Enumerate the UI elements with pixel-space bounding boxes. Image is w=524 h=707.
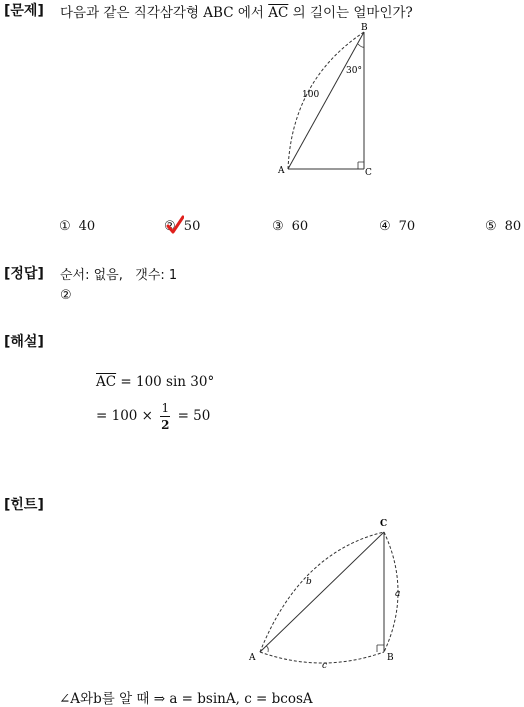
problem-tag: [문제] xyxy=(4,3,44,19)
hint-vertex-c-label: C xyxy=(380,519,388,529)
choice-3-value: 60 xyxy=(291,219,309,234)
explanation-line2-pre: = 100 × xyxy=(96,408,153,424)
answer-line1: 순서: 없음, 갯수: 1 xyxy=(60,268,178,283)
fraction xyxy=(160,402,170,431)
vertex-a-label: A xyxy=(278,166,285,176)
choice-3-number: ③ xyxy=(272,219,284,234)
choice-2-value: 50 xyxy=(183,219,201,234)
explanation-line2 xyxy=(96,402,210,431)
explanation-line1-rest: = 100 sin 30° xyxy=(120,374,215,390)
explanation-tag: [해설] xyxy=(4,334,44,350)
problem-text-prefix: 다음과 같은 직각삼각형 ABC 에서 xyxy=(60,5,264,21)
hint-triangle-figure xyxy=(240,512,410,672)
choice-1[interactable] xyxy=(59,219,95,234)
choice-3[interactable] xyxy=(272,219,308,234)
triangle-figure xyxy=(270,20,390,185)
choice-1-value: 40 xyxy=(78,219,96,234)
choice-2-number: ② xyxy=(164,219,180,234)
answer-tag: [정답] xyxy=(4,266,44,282)
choice-1-number: ① xyxy=(59,219,71,234)
fraction-denominator: 2 xyxy=(161,418,170,432)
explanation-line1 xyxy=(96,374,214,390)
hypotenuse-label: 100 xyxy=(302,90,320,100)
angle-label: 30° xyxy=(346,66,362,76)
segment-ac: $\overline{AC}$ xyxy=(268,5,289,21)
vertex-c-label: C xyxy=(365,168,372,178)
answer-line2: ② xyxy=(60,288,72,303)
hint-tag: [힌트] xyxy=(4,497,44,513)
choice-4-value: 70 xyxy=(398,219,416,234)
checkmark-icon xyxy=(166,215,184,235)
problem-text xyxy=(60,1,413,21)
hint-side-c-label: c xyxy=(322,661,328,671)
choice-5-value: 80 xyxy=(504,219,522,234)
choice-2[interactable] xyxy=(164,219,200,234)
choice-5-number: ⑤ xyxy=(485,219,497,234)
hint-vertex-a-label: A xyxy=(249,653,256,663)
hint-side-a-label: a xyxy=(395,589,401,599)
problem-text-suffix: 의 길이는 얼마인가? xyxy=(292,5,413,21)
choice-4-number: ④ xyxy=(379,219,391,234)
hint-side-b-label: b xyxy=(306,577,312,587)
choice-5[interactable] xyxy=(485,219,521,234)
hint-formula: ∠A와b를 알 때 ⇒ a = bsinA, c = bcosA xyxy=(59,691,313,707)
explanation-segment-ac: $\overline{AC}$ xyxy=(96,374,117,390)
explanation-line2-post: = 50 xyxy=(177,408,211,424)
vertex-b-label: B xyxy=(361,23,368,33)
fraction-numerator: 1 xyxy=(161,401,170,415)
choice-4[interactable] xyxy=(379,219,415,234)
hint-vertex-b-label: B xyxy=(387,653,394,663)
